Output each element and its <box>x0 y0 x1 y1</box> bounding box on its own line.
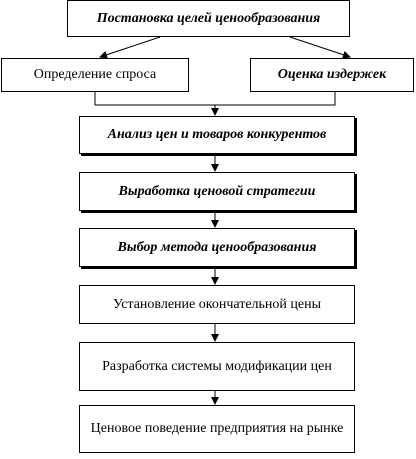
node-market-behavior: Ценовое поведение предприятия на рынке <box>79 405 355 453</box>
node-pricing-method: Выбор метода ценообразования <box>79 228 355 267</box>
node-price-strategy: Выработка ценовой стратегии <box>79 172 355 211</box>
arrow-goals-to-costs <box>290 37 350 57</box>
node-demand-determination: Определение спроса <box>1 58 189 92</box>
node-pricing-goals: Постановка целей ценообразования <box>67 0 350 37</box>
node-price-modification: Разработка системы модификации цен <box>79 342 355 391</box>
node-cost-estimation: Оценка издержек <box>250 58 414 92</box>
arrow-goals-to-demand <box>100 37 160 57</box>
node-competitor-analysis: Анализ цен и товаров конкурентов <box>79 116 355 154</box>
connector-costs-to-merge <box>215 92 335 105</box>
connector-demand-to-merge <box>95 92 215 105</box>
node-final-price: Установление окончательной цены <box>79 285 355 324</box>
